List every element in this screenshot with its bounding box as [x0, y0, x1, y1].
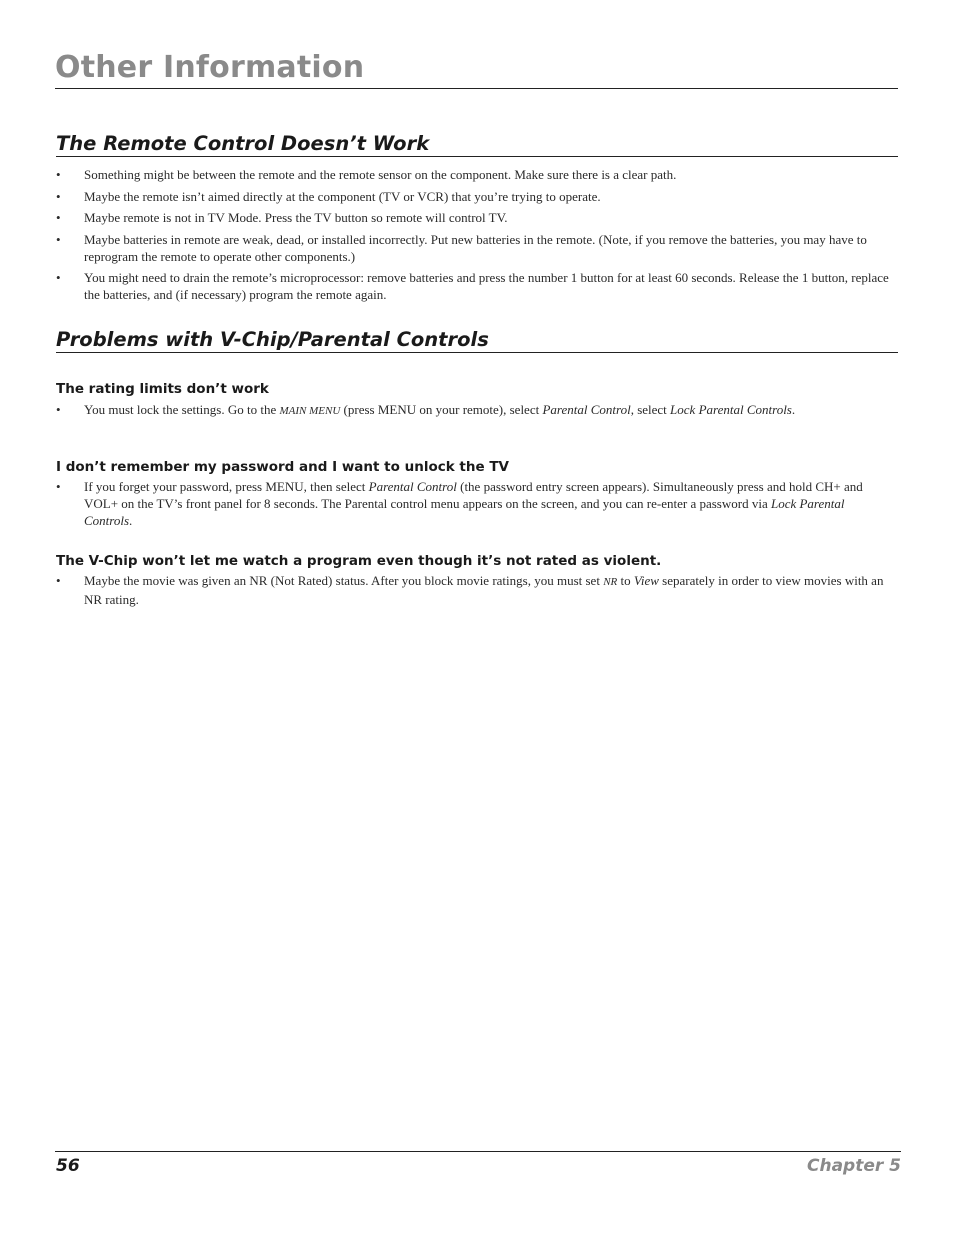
menu-name: Parental Control — [542, 402, 631, 417]
text-segment: You must lock the settings. Go to the — [84, 402, 280, 417]
text-segment: If you forget your password, press MENU, then select — [84, 479, 369, 494]
list-item: • Something might be between the remote and the remote sensor on the component. Make sure there is a clear path. — [56, 166, 891, 183]
menu-name: MAIN MENU — [279, 405, 341, 417]
list-item: • Maybe batteries in remote are weak, dead, or installed incorrectly. Put new batteries in the remote. (Note, if you remove the batteries, you may have to reprogram the remote to operate other components.) — [56, 231, 891, 265]
list-item — [56, 401, 891, 420]
chapter-label: Chapter 5 — [806, 1156, 901, 1176]
menu-name: Lock Parental Controls — [670, 402, 792, 417]
text-segment: (press MENU on your remote), select — [340, 402, 543, 417]
menu-name: Lock Parental Controls — [84, 496, 845, 528]
text-segment: , select — [630, 402, 671, 417]
setting-name: View — [633, 573, 659, 588]
text-segment: . — [791, 402, 796, 417]
subheading-password: I don’t remember my password and I want to unlock the TV — [56, 459, 509, 475]
vchip-bullet-list — [56, 572, 891, 608]
list-item: • Maybe the remote isn’t aimed directly at the component (TV or VCR) that you’re trying to operate. — [56, 188, 891, 205]
remote-bullet-list — [56, 166, 891, 303]
subheading-rating-limits: The rating limits don’t work — [56, 381, 269, 397]
page-number: 56 — [56, 1156, 80, 1176]
text-segment: (the password entry screen appears). Simultaneously press and hold CH+ and VOL+ on the TV’s front panel for 8 seconds. The Parental control menu appears on the screen, and you can re-enter a password via — [84, 479, 863, 511]
list-item: • You might need to drain the remote’s microprocessor: remove batteries and press the number 1 button for at least 60 seconds. Release the 1 button, replace the batteries, and (if necessary) program the remote again. — [56, 269, 891, 303]
title-rule — [55, 88, 898, 89]
text-segment: to — [617, 573, 634, 588]
rating-name: NR — [603, 576, 618, 588]
text-segment: Maybe the movie was given an NR (Not Rated) status. After you block movie ratings, you must set — [84, 573, 604, 588]
section-heading-remote: The Remote Control Doesn’t Work — [56, 132, 898, 157]
password-bullet-list — [56, 478, 891, 529]
text-segment: . — [129, 513, 133, 528]
text-segment: separately in order to view movies with an NR rating. — [84, 573, 884, 607]
rating-bullet-list — [56, 401, 891, 420]
footer-rule — [55, 1151, 901, 1152]
list-item: • Maybe remote is not in TV Mode. Press the TV button so remote will control TV. — [56, 209, 891, 226]
list-item — [56, 478, 891, 529]
list-item — [56, 572, 891, 608]
page-title: Other Information — [55, 50, 365, 85]
section-heading-vchip: Problems with V-Chip/Parental Controls — [56, 328, 898, 353]
menu-name: Parental Control — [368, 479, 457, 494]
subheading-vchip: The V-Chip won’t let me watch a program even though it’s not rated as violent. — [56, 553, 662, 569]
